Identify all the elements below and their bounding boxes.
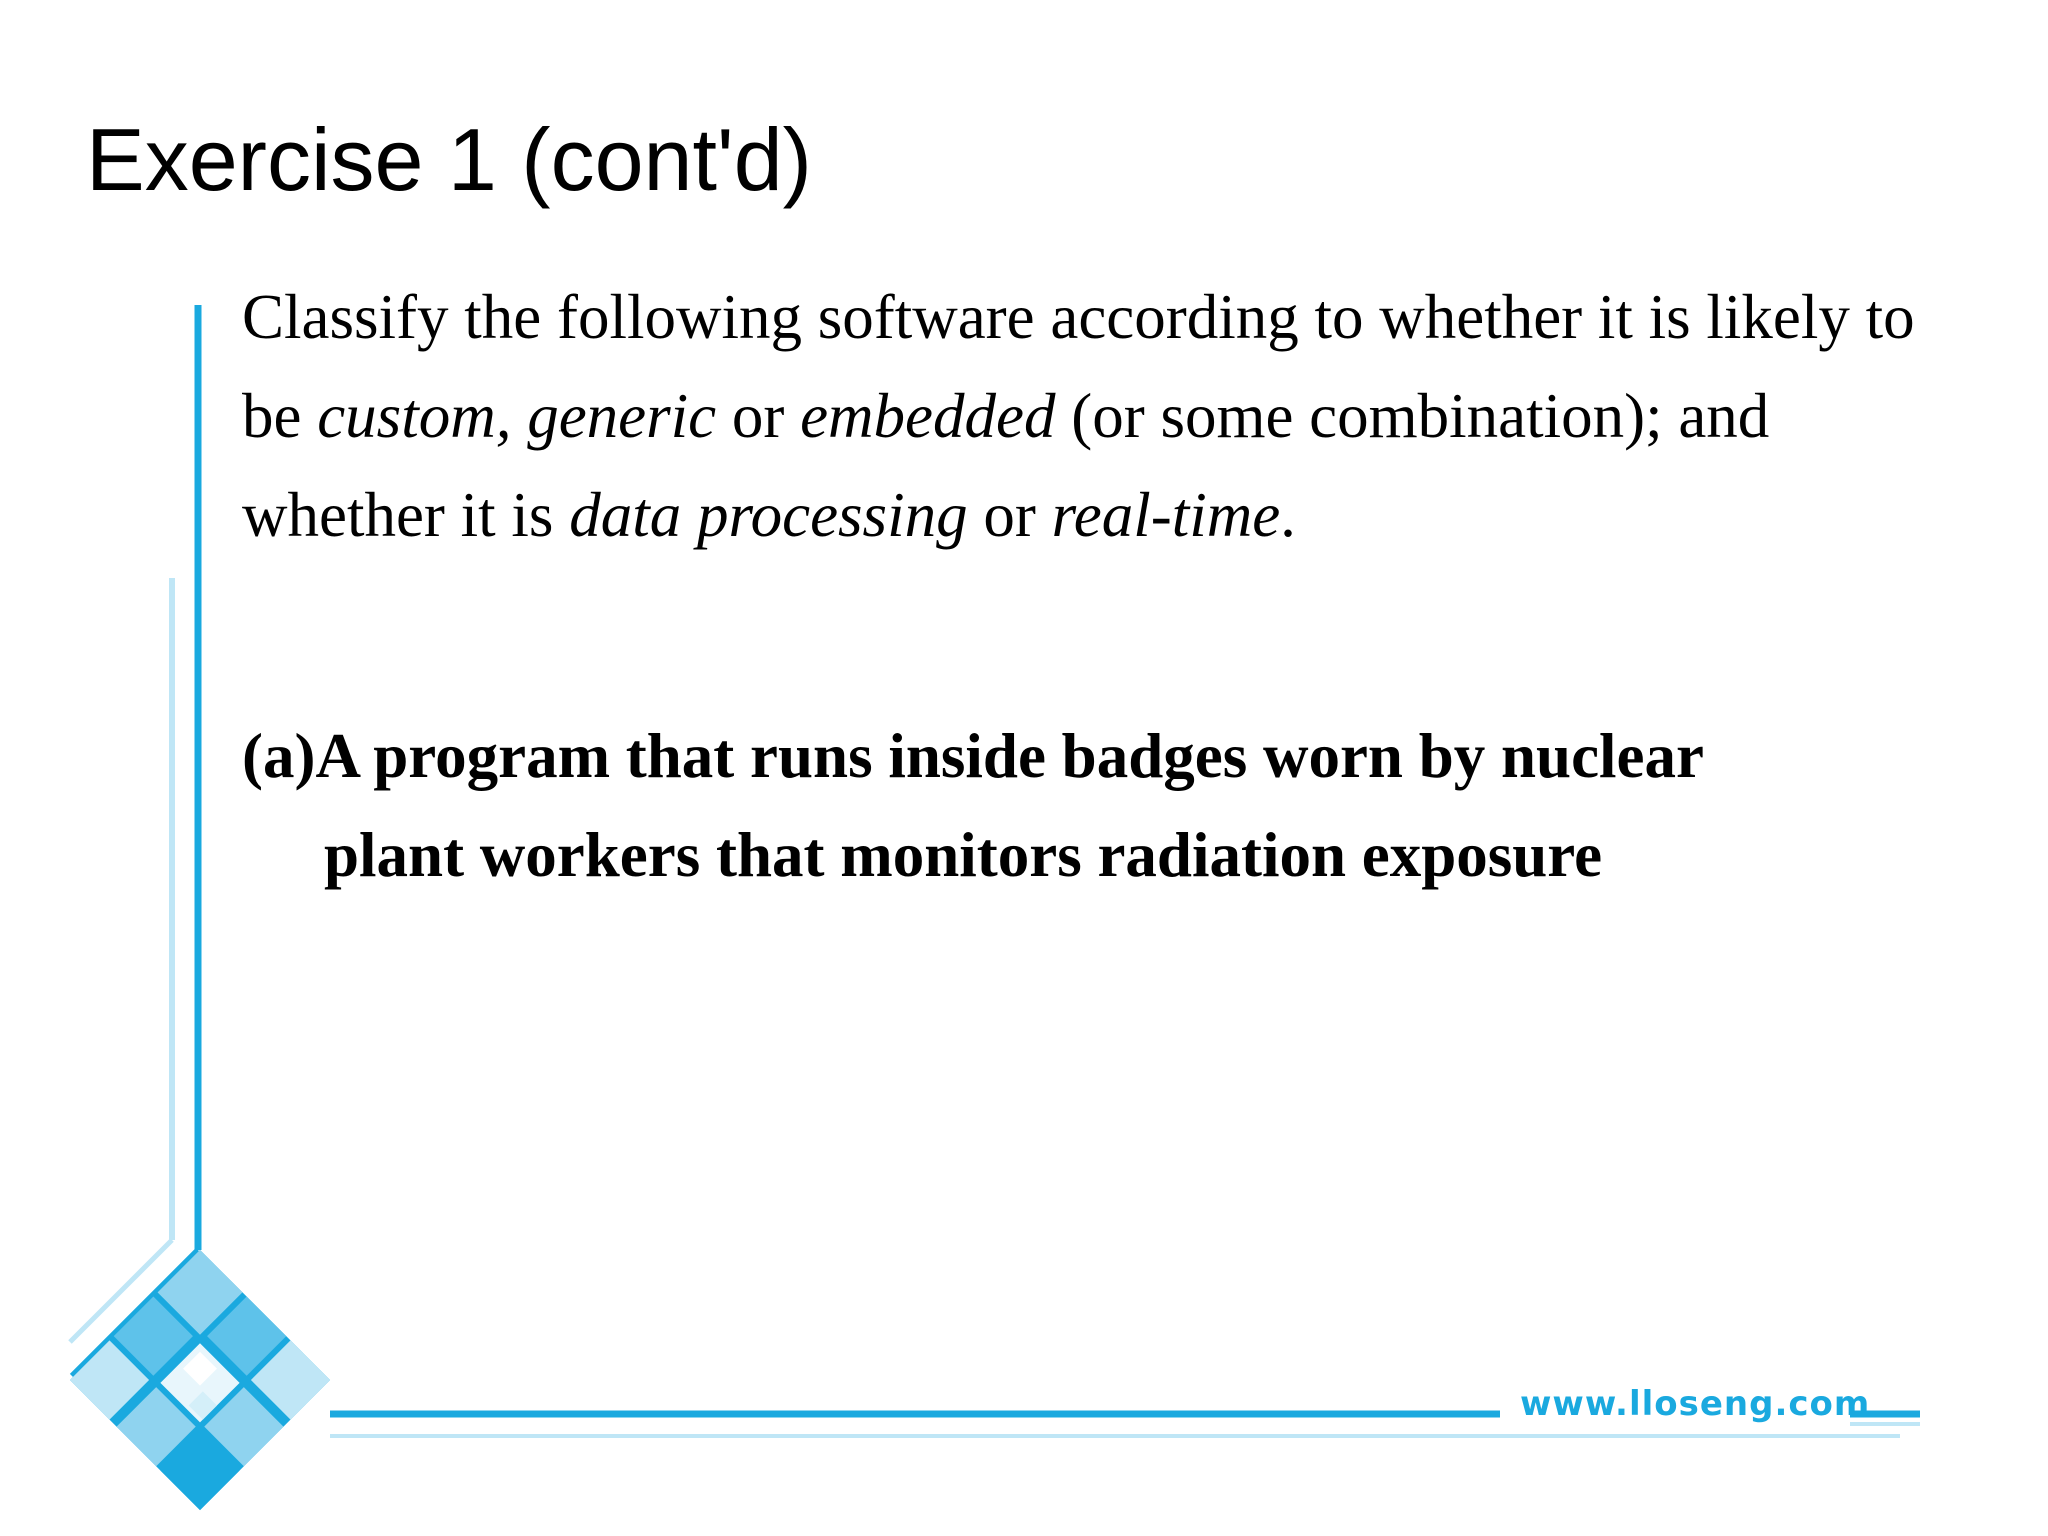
diagonal-light-line [70,1240,172,1342]
intro-text-5: . [1280,480,1296,550]
intro-text-2: or [716,381,801,451]
intro-term-data-processing: data processing [569,480,968,550]
intro-text-1: Classify the following software according to whether it is likely to be [242,282,1915,451]
question-a [242,707,1902,905]
question-line-1: A program that runs inside badges worn by nuclear [315,721,1704,791]
slide-title: Exercise 1 (cont'd) [86,110,812,209]
intro-text-4: or [967,480,1052,550]
intro-term-embedded: embedded [800,381,1056,451]
question-label: (a) [242,721,316,791]
intro-text-3: (or some combination); and whether it is [242,381,1770,550]
question-line-2: plant workers that monitors radiation exposure [324,820,1603,890]
intro-term-custom-generic: custom, generic [317,381,717,451]
intro-paragraph [242,268,1942,565]
footer-url: www.lloseng.com [1520,1384,1871,1424]
intro-term-real-time: real-time [1051,480,1281,550]
diagonal-accent-line [72,1250,198,1376]
diamond-logo [70,1250,330,1510]
